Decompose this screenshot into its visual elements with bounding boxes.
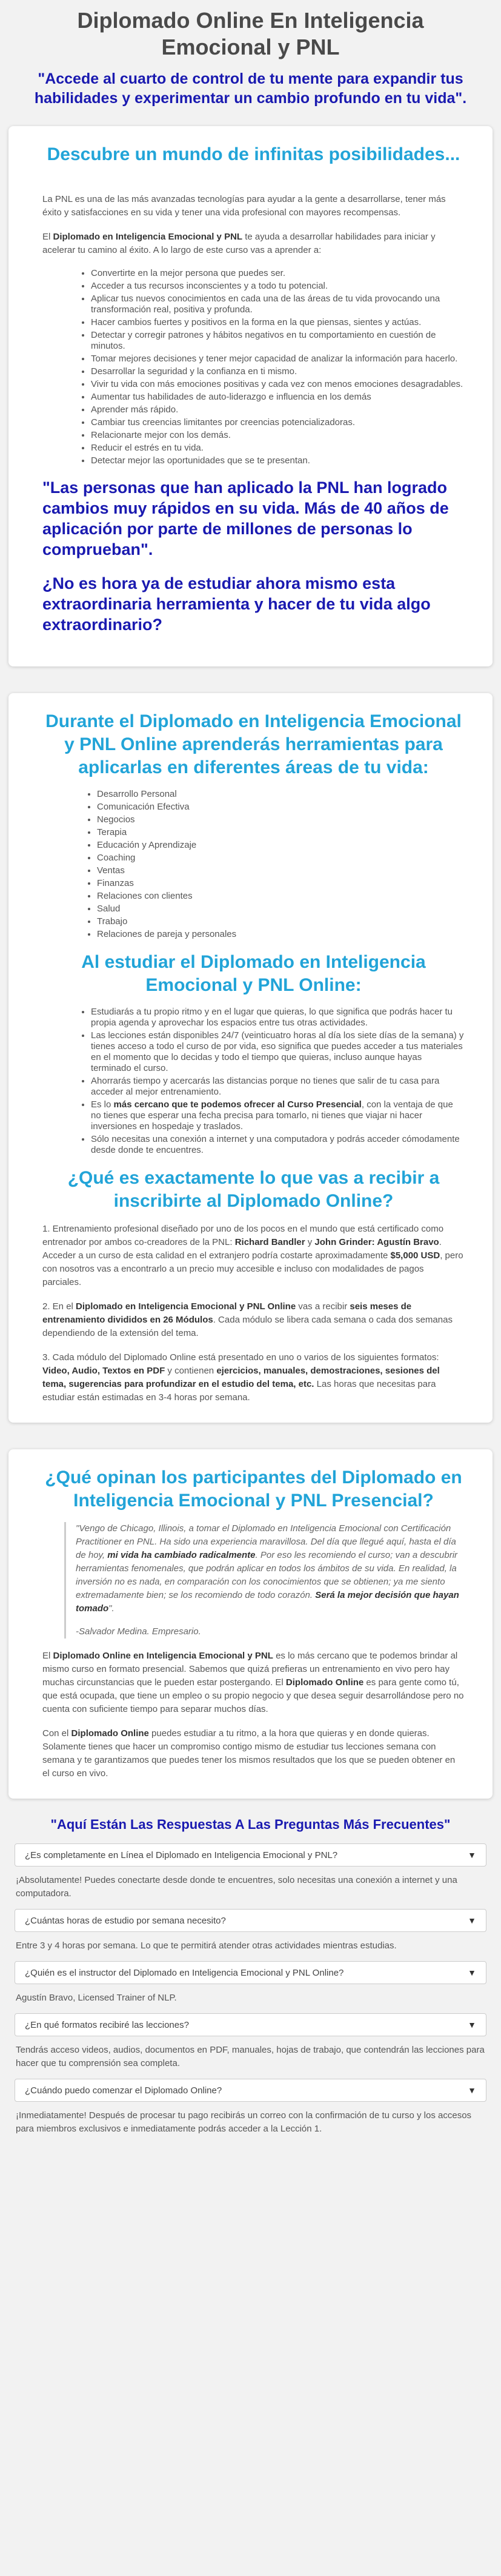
list-item: • Salud <box>97 904 465 914</box>
list-item: • Trabajo <box>97 916 465 927</box>
list-item: • Detectar y corregir patrones y hábitos negativos en tu comportamiento en cuestión de minutos. <box>91 330 465 352</box>
online-benefits-list <box>42 1007 465 1156</box>
faq-question[interactable]: ¿Cuándo puedo comenzar el Diplomado Online? ▼ <box>15 2079 486 2102</box>
list-item: • Desarrollo Personal <box>97 789 465 800</box>
list-item: • Detectar mejor las oportunidades que se te presentan. <box>91 455 465 466</box>
list-item: • Estudiarás a tu propio ritmo y en el lugar que quieras, lo que significa que podrás hacer tu propia agenda y aprovechar los espacios entre tus otras actividades. <box>91 1007 465 1028</box>
intro-paragraph: La PNL es una de las más avanzadas tecnologías para ayudar a la gente a desarrollarse, tener más éxito y satisfacciones en su vida y tener una vida profesional con mayores recompensas. <box>42 194 446 218</box>
section-areas <box>8 693 493 1423</box>
areas-list <box>42 789 465 940</box>
faq-question[interactable]: ¿Es completamente en Línea el Diplomado en Inteligencia Emocional y PNL? ▼ <box>15 1843 486 1867</box>
list-item: • Hacer cambios fuertes y positivos en la forma en la que piensas, sientes y actúas. <box>91 317 465 328</box>
faq-answer: Agustín Bravo, Licensed Trainer of NLP. <box>16 1993 177 2003</box>
list-item: • Relaciones con clientes <box>97 891 465 902</box>
list-item: • Aprender más rápido. <box>91 404 465 415</box>
chevron-down-icon: ▼ <box>468 1850 476 1860</box>
list-item: • Convertirte en la mejor persona que puedes ser. <box>91 268 465 279</box>
testimonial-author: -Salvador Medina. Empresario. <box>76 1626 201 1637</box>
list-item: • Cambiar tus creencias limitantes por creencias potencializadoras. <box>91 417 465 428</box>
list-item: • Aplicar tus nuevos conocimientos en cada una de las áreas de tu vida provocando una transformación real, positiva y profunda. <box>91 293 465 315</box>
receive-paragraph-2: 2. En el Diplomado en Inteligencia Emocional y PNL Online vas a recibir seis meses de entrenamiento divididos en 26 Módulos. Cada módulo se libera cada semana o cada dos semanas dependiendo de la extensión del tema. <box>42 1301 453 1338</box>
section-title: Durante el Diplomado en Inteligencia Emocional y PNL Online aprenderás herramientas para aplicarlas en diferentes áreas de tu vida: <box>45 711 462 777</box>
section-subtitle: ¿Qué es exactamente lo que vas a recibir a inscribirte al Diplomado Online? <box>67 1168 440 1211</box>
list-item: • Relaciones de pareja y personales <box>97 929 465 940</box>
list-item: • Desarrollar la seguridad y la confianza en ti mismo. <box>91 366 465 377</box>
testimonial-quote <box>64 1522 465 1639</box>
list-item: • Negocios <box>97 814 465 825</box>
faq-question[interactable]: ¿Quién es el instructor del Diplomado en Inteligencia Emocional y PNL Online? ▼ <box>15 1961 486 1984</box>
page-subtitle: "Accede al cuarto de control de tu mente para expandir tus habilidades y experimentar un cambio profundo en tu vida". <box>34 70 467 107</box>
benefits-list <box>42 268 465 466</box>
online-paragraph-2: Con el Diplomado Online puedes estudiar a tu ritmo, a la hora que quieras y en donde quieras. Solamente tienes que hacer un compromiso contigo mismo de estudiar tus lecciones semana con semana y te garantizamos que puedes tener los mismos resultados que los que se pueden obtener en el curso en vivo. <box>42 1728 456 1779</box>
faq-answer: ¡Absolutamente! Puedes conectarte desde donde te encuentres, solo necesitas una conexión a internet y una computadora. <box>16 1875 457 1899</box>
list-item: • Acceder a tus recursos inconscientes y a todo tu potencial. <box>91 281 465 292</box>
highlight-question: ¿No es hora ya de estudiar ahora mismo esta extraordinaria herramienta y hacer de tu vida algo extraordinario? <box>42 574 431 634</box>
list-item: • Vivir tu vida con más emociones positivas y cada vez con menos emociones desagradables. <box>91 379 465 390</box>
chevron-down-icon: ▼ <box>468 1916 476 1925</box>
list-item: • Relacionarte mejor con los demás. <box>91 430 465 441</box>
faq-answer: Entre 3 y 4 horas por semana. Lo que te permitirá atender otras actividades mientras estudias. <box>16 1940 397 1951</box>
list-item: • Las lecciones están disponibles 24/7 (veinticuatro horas al día los siete días de la semana) y tienes acceso a todo el curso de por vida, eso significa que puedes acceder a tus materiales en el momento que lo decidas y todo el tiempo que quieras, incluso aunque hayas terminado el curso. <box>91 1030 465 1074</box>
list-item: • Aumentar tus habilidades de auto-liderazgo e influencia en los demás <box>91 392 465 403</box>
section-title: ¿Qué opinan los participantes del Diplomado en Inteligencia Emocional y PNL Presencial? <box>45 1467 462 1511</box>
list-item: • Finanzas <box>97 878 465 889</box>
list-item: • Sólo necesitas una conexión a internet y una computadora y podrás acceder cómodamente desde donde te encuentres. <box>91 1134 465 1156</box>
faq-question[interactable]: ¿Cuántas horas de estudio por semana necesito? ▼ <box>15 1909 486 1932</box>
list-item: • Tomar mejores decisiones y tener mejor capacidad de analizar la información para hacerlo. <box>91 354 465 364</box>
list-item: • Reducir el estrés en tu vida. <box>91 443 465 454</box>
receive-paragraph-1: 1. Entrenamiento profesional diseñado por uno de los pocos en el mundo que está certificado como entrenador por ambos co-creadores de la PNL: Richard Bandler y John Grinder: Agustín Bravo. Acceder a un curso de esta calidad en el extranjero podría costarte aproximadamente $5,000 USD, pero con nosotros vas a encontrarlo a un precio muy accesible e incluso con modalidades de pagos parciales. <box>42 1224 463 1287</box>
list-item: • Educación y Aprendizaje <box>97 840 465 851</box>
faq-title: "Aquí Están Las Respuestas A Las Preguntas Más Frecuentes" <box>50 1817 451 1832</box>
section-possibilities <box>8 126 493 666</box>
highlight-quote: "Las personas que han aplicado la PNL han logrado cambios muy rápidos en su vida. Más de 40 años de aplicación por parte de millones de personas lo comprueban". <box>42 478 449 558</box>
receive-paragraph-3: 3. Cada módulo del Diplomado Online está presentado en uno o varios de los siguientes formatos: Video, Audio, Textos en PDF y contienen ejercicios, manuales, demostraciones, sesiones del tema, sugerencias para profundizar en el estudio del tema, etc. Las horas que necesitas para estudiar están estimadas en 3-4 horas por semana. <box>42 1352 440 1403</box>
list-item: • Comunicación Efectiva <box>97 802 465 813</box>
list-item: • Ahorrarás tiempo y acercarás las distancias porque no tienes que salir de tu casa para acceder al mejor entrenamiento. <box>91 1076 465 1098</box>
faq-section <box>0 1799 501 2144</box>
diploma-paragraph: El Diplomado en Inteligencia Emocional y PNL te ayuda a desarrollar habilidades para iniciar y acelerar tu camino al éxito. A lo largo de este curso vas a aprender a: <box>42 232 436 255</box>
section-title: Descubre un mundo de infinitas posibilidades... <box>47 144 460 164</box>
faq-question[interactable]: ¿En qué formatos recibiré las lecciones? ▼ <box>15 2013 486 2036</box>
section-testimonials <box>8 1449 493 1799</box>
online-paragraph-1: El Diplomado Online en Inteligencia Emocional y PNL es lo más cercano que te podemos brindar al mismo curso en formato presencial. Sabemos que quizá prefieras un entrenamiento en vivo pero hay muchas circunstancias que le pueden estar postergando. El Diplomado Online es para gente como tú, que está ocupada, que tiene un empleo o su propio negocio y que desea seguir desarrollándose pero no cuenta con suficiente tiempo para separar muchos días. <box>42 1651 464 1714</box>
faq-answer: Tendrás acceso videos, audios, documentos en PDF, manuales, hojas de trabajo, que contendrán las lecciones para hacer que tu comprensión sea completa. <box>16 2045 485 2068</box>
list-item: • Ventas <box>97 865 465 876</box>
section-subtitle: Al estudiar el Diplomado en Inteligencia Emocional y PNL Online: <box>81 952 426 995</box>
chevron-down-icon: ▼ <box>468 1968 476 1977</box>
chevron-down-icon: ▼ <box>468 2085 476 2095</box>
list-item: • Es lo más cercano que te podemos ofrecer al Curso Presencial, con la ventaja de que no tienes que esperar una fecha precisa para tomarlo, ni tienes que viajar ni hacer inversiones en hospedaje y traslados. <box>91 1099 465 1132</box>
list-item: • Coaching <box>97 853 465 864</box>
testimonial-text: "Vengo de Chicago, Illinois, a tomar el Diplomado en Inteligencia Emocional con Certificación Practitioner en PNL. Ha sido una experiencia maravillosa. Del día que llegué aquí, hasta el día de hoy, mi vida ha cambiado radicalmente. Por eso les recomiendo el curso; van a descubrir herramientas fenomenales, que podrán aplicar en todos los ámbitos de su vida. En realidad, la inversión no es nada, en comparación con los conocimientos que se obtienen; ya me siento extremadamente bien; se los recomiendo de todo corazón. Será la mejor decisión que hayan tomado". <box>76 1523 459 1614</box>
list-item: • Terapia <box>97 827 465 838</box>
faq-answer: ¡Inmediatamente! Después de procesar tu pago recibirás un correo con la confirmación de tu curso y los accesos para miembros exclusivos e inmediatamente podrás acceder a la Lección 1. <box>16 2110 472 2134</box>
chevron-down-icon: ▼ <box>468 2020 476 2030</box>
page-title: Diplomado Online En Inteligencia Emocional y PNL <box>77 8 424 59</box>
